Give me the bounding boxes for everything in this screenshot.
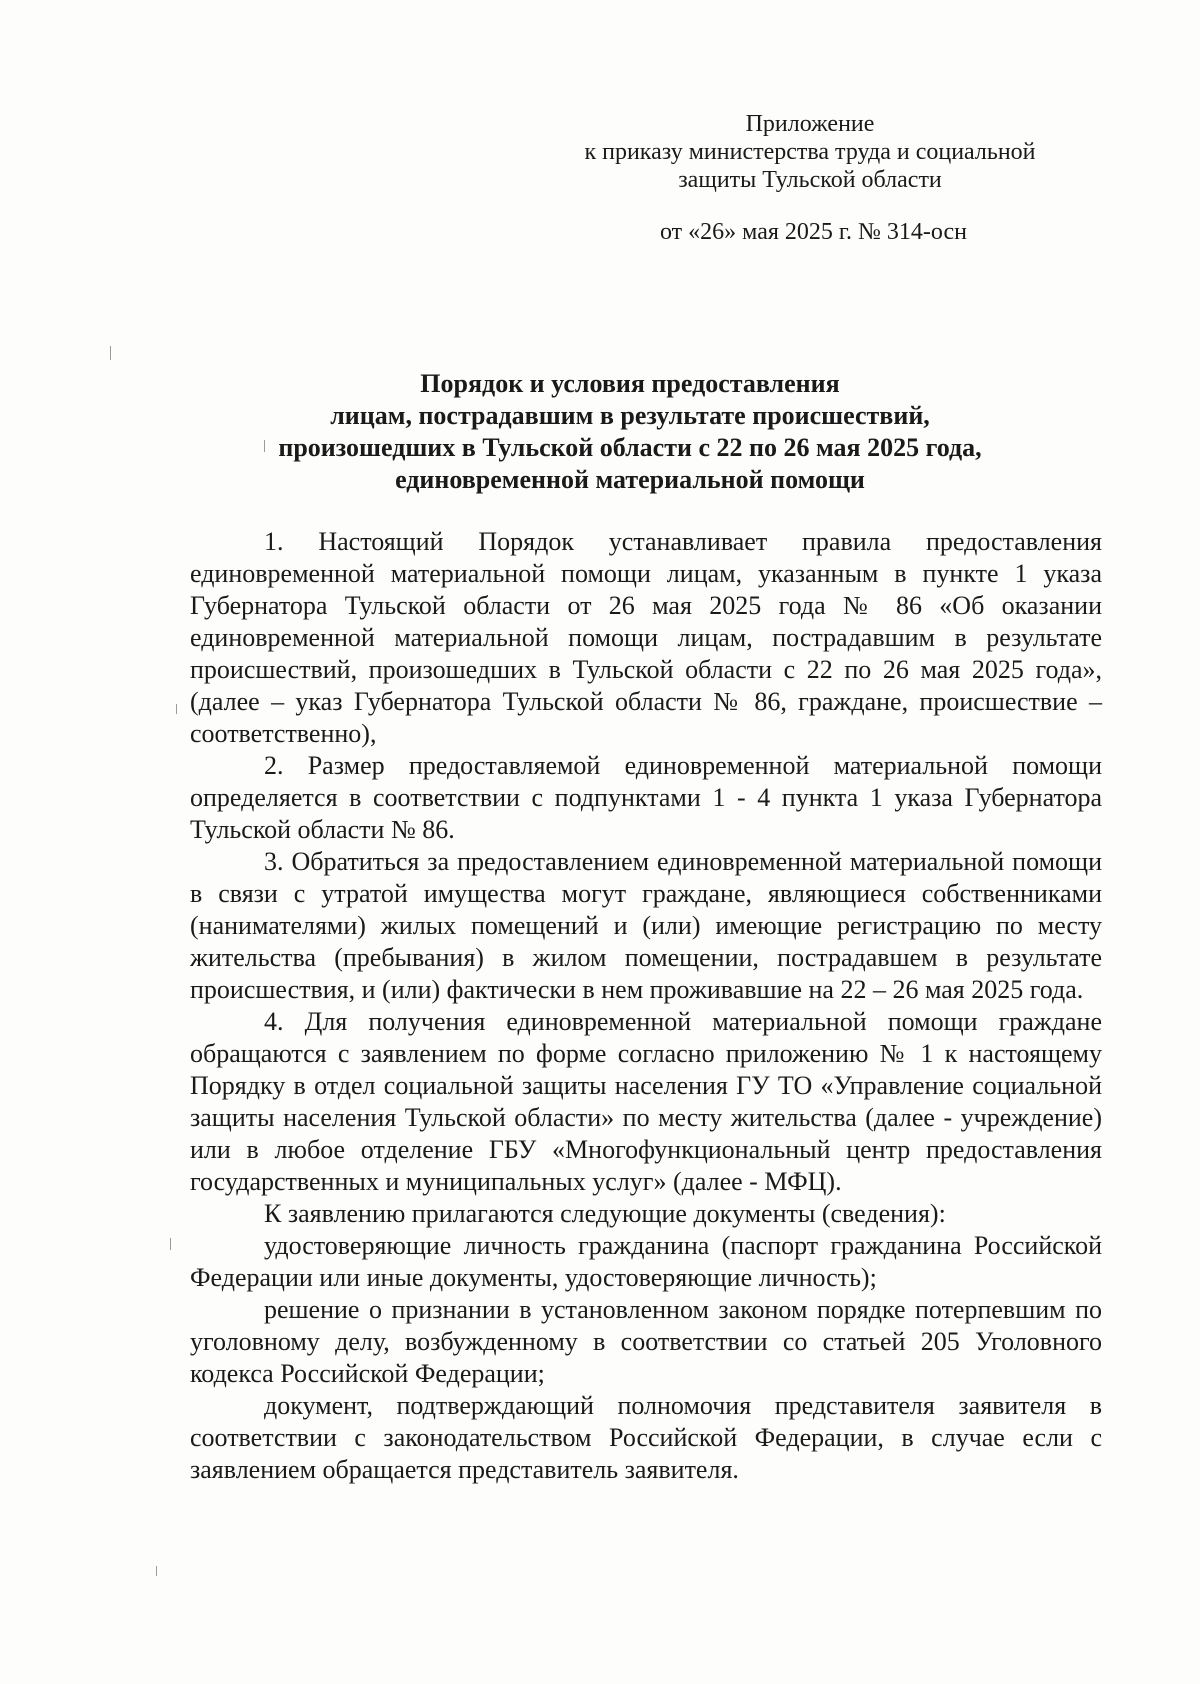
document-item-victim-decision: решение о признании в установленном законом порядке потерпевшим по уголовному делу, возбужденному в соответствии со статьей 205 Уголовного кодекса Российской Федерации; xyxy=(190,1295,1102,1388)
scan-artifact xyxy=(176,704,177,714)
appendix-order-line: к приказу министерства труда и социальной xyxy=(584,139,1036,165)
documents-intro: К заявлению прилагаются следующие документы (сведения): xyxy=(264,1199,946,1228)
appendix-ministry-line: защиты Тульской области xyxy=(678,167,942,193)
title-line: произошедших в Тульской области с 22 по 26 мая 2025 года, xyxy=(278,433,982,462)
title-line: Порядок и условия предоставления xyxy=(420,369,840,398)
title-line: лицам, пострадавшим в результате происшествий, xyxy=(330,401,930,430)
scan-artifact xyxy=(170,1238,171,1250)
scan-artifact xyxy=(156,1566,157,1576)
paragraph-2: 2. Размер предоставляемой единовременной материальной помощи определяется в соответствии с подпунктами 1 - 4 пункта 1 указа Губернатора Тульской области № 86. xyxy=(190,751,1102,844)
title-line: единовременной материальной помощи xyxy=(395,465,865,494)
scan-artifact xyxy=(264,440,265,452)
document-item-identity: удостоверяющие личность гражданина (паспорт гражданина Российской Федерации или иные документы, удостоверяющие личность); xyxy=(190,1231,1102,1292)
document-title xyxy=(190,368,1070,496)
paragraph-3: 3. Обратиться за предоставлением единовременной материальной помощи в связи с утратой имущества могут граждане, являющиеся собственниками (нанимателями) жилых помещений и (или) имеющие регистрацию по месту жительства (пребывания) в жилом помещении, пострадавшем в результате происшествия, и (или) фактически в нем проживавшие на 22 – 26 мая 2025 года. xyxy=(190,847,1102,1004)
document-body xyxy=(190,526,1102,1486)
appendix-date: от «26» мая 2025 г. № 314-осн xyxy=(660,219,968,245)
paragraph-1: 1. Настоящий Порядок устанавливает правила предоставления единовременной материальной помощи лицам, указанным в пункте 1 указа Губернатора Тульской области от 26 мая 2025 года № 86 «Об оказании единовременной материальной помощи лицам, пострадавшим в результате происшествий, произошедших в Тульской области с 22 по 26 мая 2025 года», (далее – указ Губернатора Тульской области № 86, граждане, происшествие – соответственно), xyxy=(190,527,1102,748)
scan-artifact xyxy=(110,346,111,360)
appendix-header xyxy=(560,110,1060,194)
paragraph-4: 4. Для получения единовременной материальной помощи граждане обращаются с заявлением по форме согласно приложению № 1 к настоящему Порядку в отдел социальной защиты населения ГУ ТО «Управление социальной защиты населения Тульской области» по месту жительства (далее - учреждение) или в любое отделение ГБУ «Многофункциональный центр предоставления государственных и муниципальных услуг» (далее - МФЦ). xyxy=(190,1007,1102,1196)
appendix-label: Приложение xyxy=(745,111,875,137)
document-item-representative: документ, подтверждающий полномочия представителя заявителя в соответствии с законодательством Российской Федерации, в случае если с заявлением обращается представитель заявителя. xyxy=(190,1391,1102,1484)
